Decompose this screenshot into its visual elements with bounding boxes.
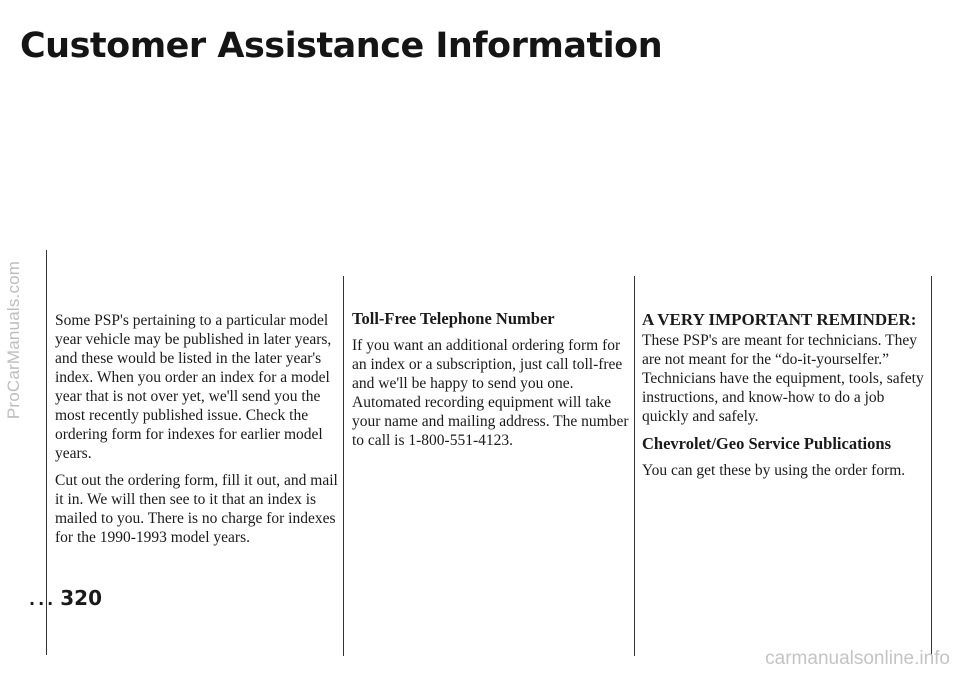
page-number-dots: ... (29, 590, 57, 609)
col1-paragraph-2: Cut out the ordering form, fill it out, and mail it in. We will then see to it that an index is mailed to you. There is no charge for indexes for the 1990-1993 model years. (55, 472, 338, 546)
page-number (29, 586, 102, 610)
column-three (642, 310, 924, 488)
page-title: Customer Assistance Information (20, 26, 663, 66)
column-two (352, 309, 630, 458)
side-watermark (1, 10, 27, 670)
page-number-value: 320 (60, 586, 102, 610)
service-publications-heading: Chevrolet/Geo Service Publications (642, 434, 891, 453)
column-rule-right-1 (634, 276, 635, 656)
col3-paragraph-2: You can get these by using the order form. (642, 462, 906, 479)
bottom-watermark: carmanualsonline.info (765, 648, 950, 669)
column-rule-right-2 (931, 276, 932, 656)
toll-free-heading: Toll-Free Telephone Number (352, 309, 555, 328)
side-watermark-text: ProCarManuals.com (4, 260, 23, 420)
column-one (55, 311, 345, 555)
col3-paragraph-1: These PSP's are meant for technicians. They are not meant for the “do-it-yourselfer.” Technicians have the equipment, tools, safety instructions, and know-how to do a job quickly and safely. (642, 332, 924, 425)
col2-paragraph-1: If you want an additional ordering form for an index or a subscription, just call toll-free and we'll be happy to send you one. Automated recording equipment will take your name and mailing address. The number to call is 1-800-551-4123. (352, 337, 629, 449)
col1-paragraph-1: Some PSP's pertaining to a particular model year vehicle may be published in later years, and these would be listed in the later year's index. When you order an index for a model year that is not over yet, we'll send you the most recently published issue. Check the ordering form for indexes for earlier model years. (55, 312, 332, 462)
reminder-heading: A VERY IMPORTANT REMINDER: (642, 310, 917, 329)
